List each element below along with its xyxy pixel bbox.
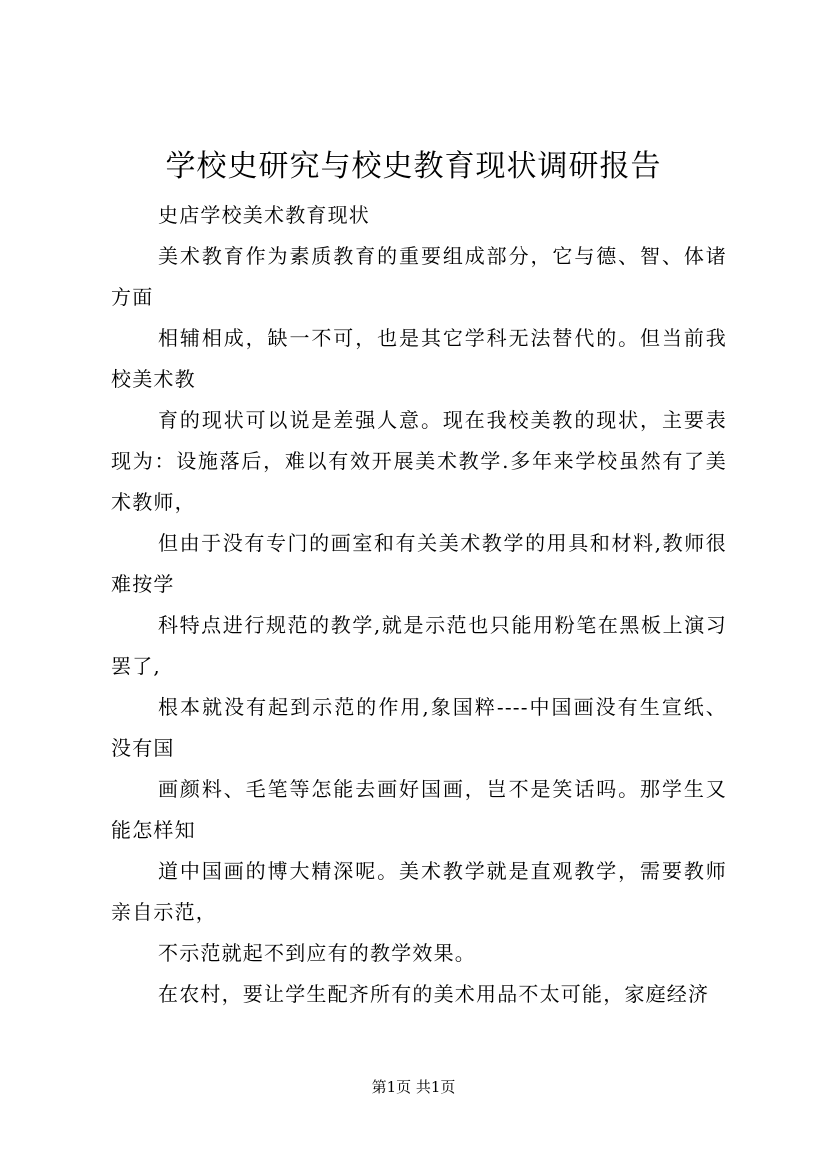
paragraph: 但由于没有专门的画室和有关美术教学的用具和材料,教师很难按学: [111, 531, 727, 596]
paragraph: 育的现状可以说是差强人意。现在我校美教的现状，主要表现为：设施落后，难以有效开展美术教学.多年来学校虽然有了美术教师，: [111, 408, 727, 514]
paragraph: 不示范就起不到应有的教学效果。: [158, 941, 476, 965]
paragraph: 根本就没有起到示范的作用,象国粹----中国画没有生宣纸、没有国: [111, 695, 727, 760]
page-footer: 第1页 共1页: [371, 1078, 456, 1096]
paragraph: 在农村，要让学生配齐所有的美术用品不太可能，家庭经济: [158, 982, 710, 1006]
paragraph: 科特点进行规范的教学,就是示范也只能用粉笔在黑板上演习罢了,: [111, 613, 727, 678]
paragraph: 美术教育作为素质教育的重要组成部分，它与德、智、体诸方面: [111, 244, 727, 309]
paragraph: 相辅相成，缺一不可，也是其它学科无法替代的。但当前我校美术教: [111, 326, 727, 391]
paragraph: 道中国画的博大精深呢。美术教学就是直观教学，需要教师亲自示范，: [111, 859, 727, 924]
paragraph: 画颜料、毛笔等怎能去画好国画，岂不是笑话吗。那学生又能怎样知: [111, 777, 727, 842]
document-title: 学校史研究与校史教育现状调研报告: [165, 149, 662, 184]
paragraph: 史店学校美术教育现状: [158, 203, 370, 227]
document-body: [111, 195, 727, 1015]
